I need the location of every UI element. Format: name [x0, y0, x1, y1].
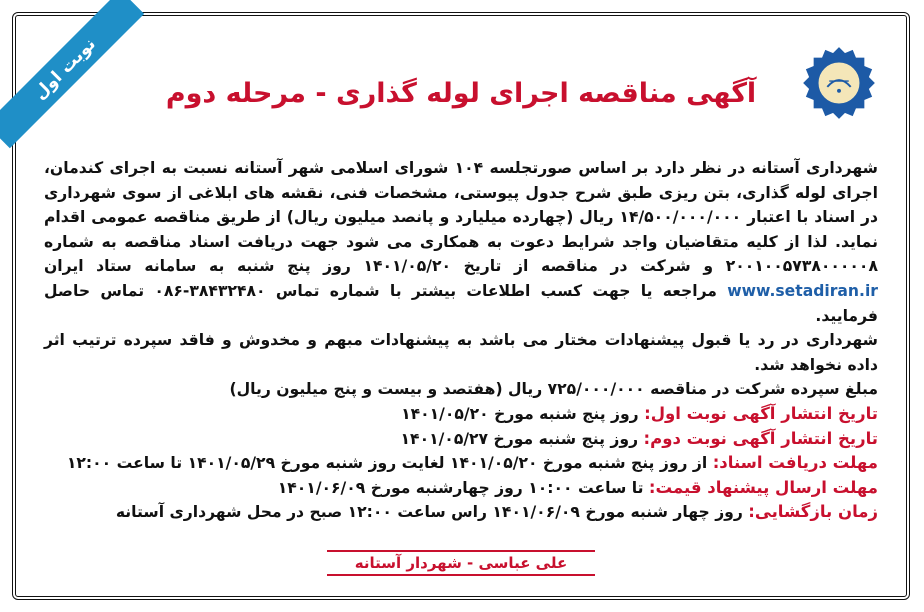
signature: علی عباسی - شهردار آستانه [327, 550, 595, 576]
date-value: تا ساعت ۱۰:۰۰ روز چهارشنبه مورخ ۱۴۰۱/۰۶/۰۹ [277, 478, 644, 497]
date-row [44, 427, 878, 452]
deposit-paragraph: مبلغ سپرده شرکت در مناقصه ۷۲۵/۰۰۰/۰۰۰ ریال (هفتصد و بیست و پنج میلیون ریال) [229, 380, 878, 399]
date-value: روز پنج شنبه مورخ ۱۴۰۱/۰۵/۲۰ [401, 404, 639, 423]
rejection-paragraph: شهرداری در رد یا قبول پیشنهادات مختار می باشد به پیشنهادات مبهم و مخدوش و فاقد سپرده ترتیب اثر داده نخواهد شد. [44, 331, 878, 374]
municipality-logo [800, 44, 878, 122]
main-paragraph-part2: مراجعه یا جهت کسب اطلاعات بیشتر با شماره تماس ۳۸۴۳۲۴۸۰-۰۸۶ تماس حاصل فرمایید. [44, 281, 878, 325]
notice-title: آگهی مناقصه اجرای لوله گذاری - مرحله دوم [165, 78, 757, 109]
main-paragraph [44, 156, 878, 328]
notice-frame [12, 12, 910, 600]
date-row [44, 402, 878, 427]
notice-body [44, 156, 878, 525]
date-row [44, 476, 878, 501]
main-paragraph-part1: شهرداری آستانه در نظر دارد بر اساس صورتجلسه ۱۰۴ شورای اسلامی شهر آستانه نسبت به اجرای کندمان، اجرای لوله گذاری، بتن ریزی طبق شرح جدول پیوستی، مشخصات فنی، نقشه های ابلاغی از سوی شهرداری در اسناد با اعتبار ۱۴/۵۰۰/۰۰۰/۰۰۰ ریال (چهارده میلیارد و پانصد میلیون ریال) از طریق مناقصه عمومی اقدام نماید. لذا از کلیه متقاضیان واجد شرایط دعوت به همکاری می شود جهت دریافت اسناد مناقصه به شماره ۲۰۰۱۰۰۵۷۳۸۰۰۰۰۰۸ و شرکت در مناقصه از تاریخ ۱۴۰۱/۰۵/۲۰ روز پنج شنبه به سامانه ستاد ایران [44, 159, 878, 276]
date-value: روز پنج شنبه مورخ ۱۴۰۱/۰۵/۲۷ [400, 429, 639, 448]
date-label: تاریخ انتشار آگهی نوبت دوم: [643, 428, 878, 448]
signature-bar [16, 550, 906, 576]
date-value: روز چهار شنبه مورخ ۱۴۰۱/۰۶/۰۹ راس ساعت ۱۲:۰۰ صبح در محل شهرداری آستانه [115, 503, 743, 522]
date-label: تاریخ انتشار آگهی نوبت اول: [644, 403, 878, 423]
date-row [44, 500, 878, 525]
date-label: زمان بازگشایی: [748, 502, 878, 522]
website-link[interactable]: www.setadiran.ir [727, 281, 878, 300]
publication-badge: نوبت اول [0, 0, 144, 148]
date-row [44, 451, 878, 476]
date-label: مهلت ارسال پیشنهاد قیمت: [648, 477, 878, 497]
date-label: مهلت دریافت اسناد: [712, 453, 878, 473]
date-value: از روز پنج شنبه مورخ ۱۴۰۱/۰۵/۲۰ لغایت روز شنبه مورخ ۱۴۰۱/۰۵/۲۹ تا ساعت ۱۲:۰۰ [66, 454, 708, 473]
